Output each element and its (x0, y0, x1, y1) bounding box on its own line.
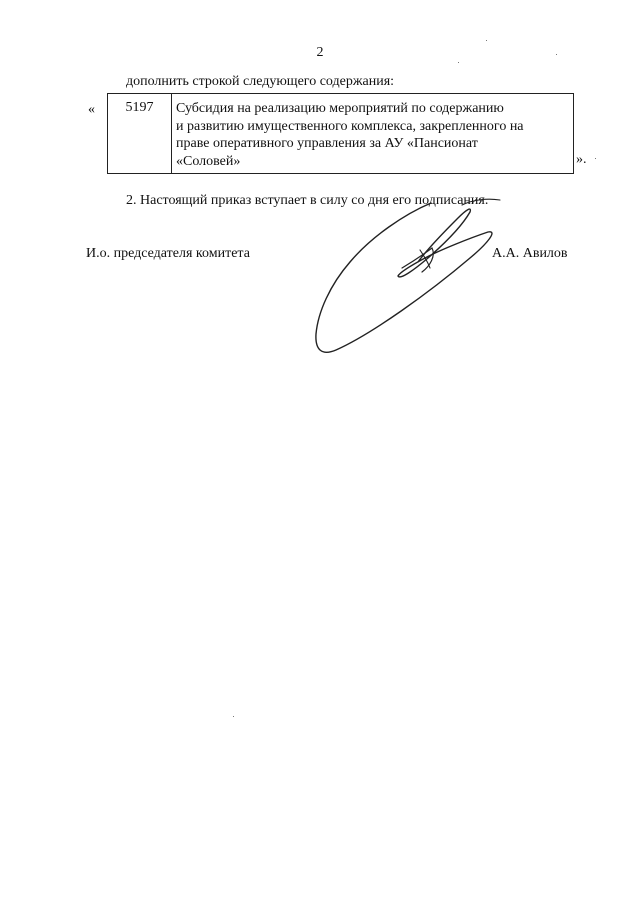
intro-line: дополнить строкой следующего содержания: (126, 74, 395, 89)
entry-description-cell (172, 94, 573, 173)
page-number: 2 (316, 45, 324, 60)
opening-quote: « (88, 102, 95, 117)
scan-speck (556, 54, 557, 55)
description-line: и развитию имущественного комплекса, закрепленного на (176, 118, 524, 134)
scan-speck (595, 158, 596, 159)
clause-2: 2. Настоящий приказ вступает в силу со дня его подписания. (126, 193, 489, 208)
description-line: праве оперативного управления за АУ «Пансионат (176, 136, 478, 151)
entry-code-cell: 5197 (108, 94, 172, 173)
scan-speck (233, 716, 234, 717)
scan-speck (458, 62, 459, 63)
description-line: Субсидия на реализацию мероприятий по содержанию (176, 101, 504, 116)
closing-quote: ». (576, 152, 587, 167)
description-line: «Соловей» (176, 153, 241, 169)
signer-name: А.А. Авилов (492, 246, 568, 261)
scan-speck (486, 40, 487, 41)
entry-table (107, 93, 574, 174)
signer-title: И.о. председателя комитета (86, 246, 250, 261)
